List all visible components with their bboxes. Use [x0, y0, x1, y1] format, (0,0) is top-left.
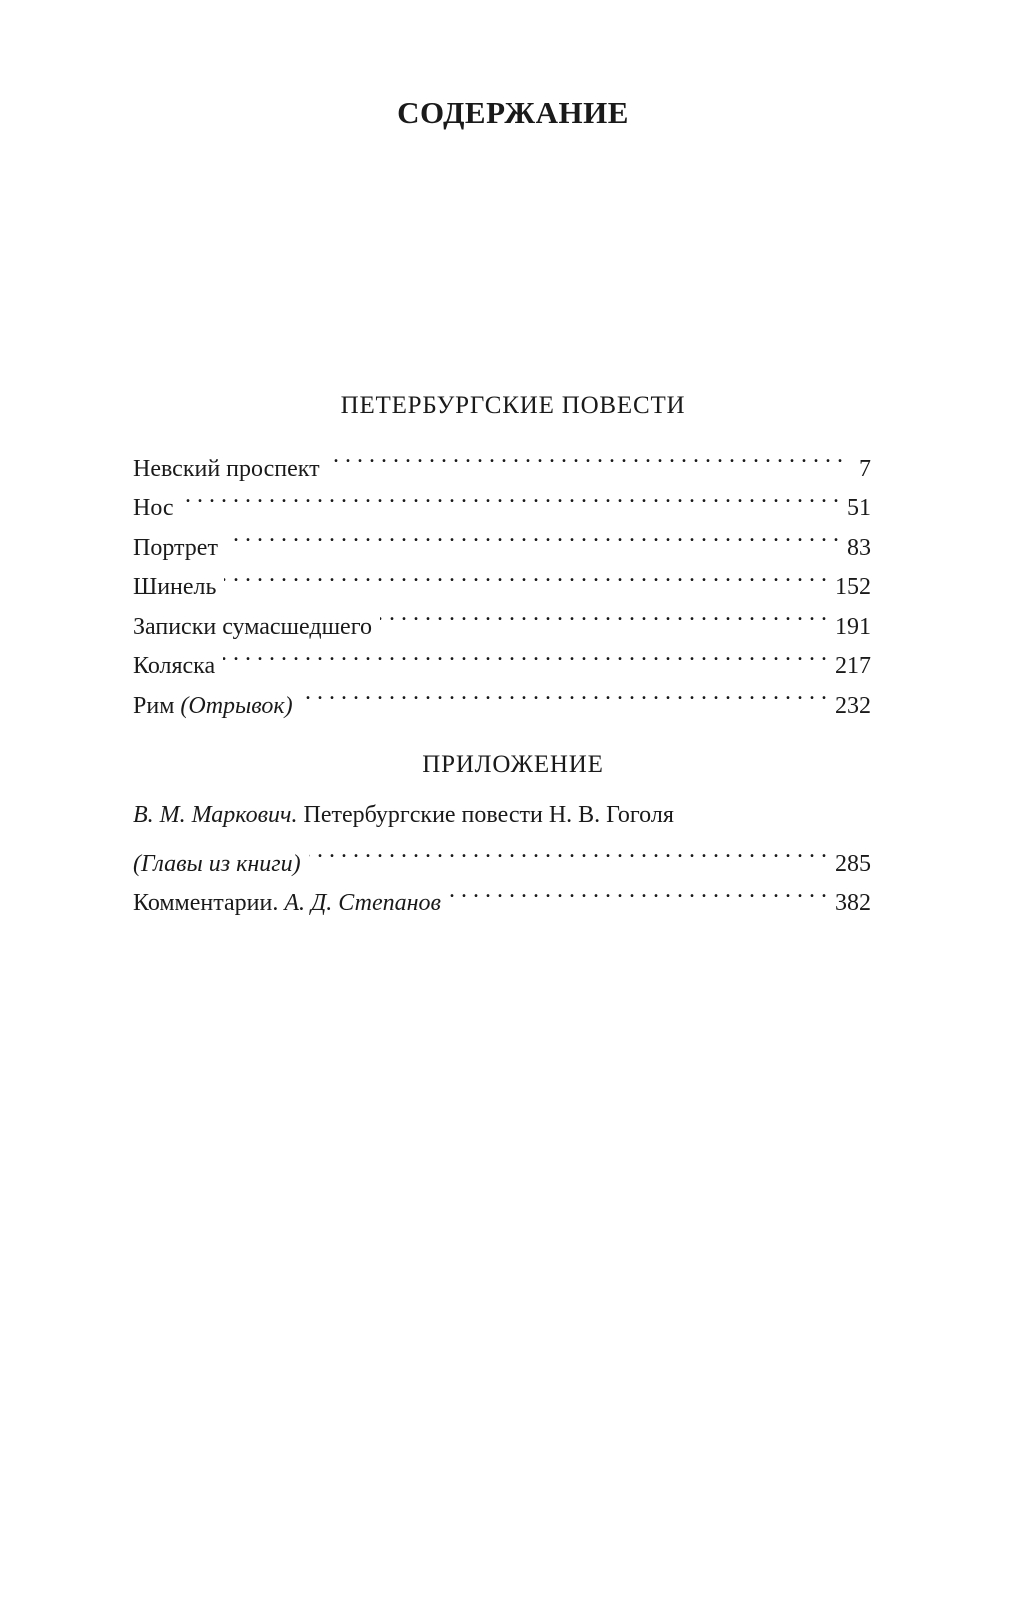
entry-title: Рим [133, 692, 175, 719]
toc-entry[interactable] [133, 515, 871, 561]
page-number: 217 [835, 653, 871, 679]
page-number: 285 [835, 850, 871, 877]
page-number: 191 [835, 613, 871, 640]
toc-section-stories [133, 436, 871, 719]
section-heading-stories: ПЕТЕРБУРГСКИЕ ПОВЕСТИ [340, 392, 686, 419]
toc-entry[interactable] [133, 436, 871, 482]
dot-leader [328, 436, 843, 476]
page-number: 152 [835, 574, 871, 600]
entry-note: (Отрывок) [180, 692, 293, 719]
toc-entry[interactable] [133, 831, 871, 877]
dot-leader [224, 555, 827, 595]
toc-entry[interactable] [133, 673, 871, 719]
toc-entry[interactable] [133, 594, 871, 640]
entry-title: Записки сумасшедшего [133, 613, 372, 640]
page-number: 232 [835, 692, 871, 719]
toc-entry[interactable] [133, 555, 871, 600]
dot-leader [226, 515, 839, 555]
toc-entry[interactable] [133, 634, 871, 679]
page-title: СОДЕРЖАНИЕ [397, 95, 629, 130]
entry-title: Портрет [133, 534, 218, 561]
page-number: 51 [847, 495, 871, 521]
toc-entry[interactable] [133, 476, 871, 521]
page-number: 83 [847, 534, 871, 561]
toc-section-appendix [133, 800, 871, 916]
dot-leader [309, 831, 827, 871]
page-number: 382 [835, 890, 871, 916]
entry-author: В. М. Маркович. [133, 802, 298, 828]
dot-leader [380, 594, 827, 634]
page-number: 7 [859, 455, 871, 482]
entry-title: Комментарии. [133, 890, 279, 916]
entry-title: Невский проспект [133, 455, 320, 482]
entry-note: (Главы из книги) [133, 850, 301, 877]
toc-entry-line[interactable] [133, 800, 871, 831]
dot-leader [182, 476, 839, 516]
entry-title: Нос [133, 495, 174, 521]
dot-leader [301, 673, 827, 713]
entry-title: Петербургские повести Н. В. Гоголя [303, 802, 674, 828]
entry-title: Коляска [133, 653, 216, 679]
dot-leader [449, 871, 827, 911]
dot-leader [223, 634, 827, 674]
entry-author: А. Д. Степанов [284, 890, 441, 916]
section-heading-appendix: ПРИЛОЖЕНИЕ [422, 751, 604, 778]
entry-title: Шинель [133, 574, 217, 600]
